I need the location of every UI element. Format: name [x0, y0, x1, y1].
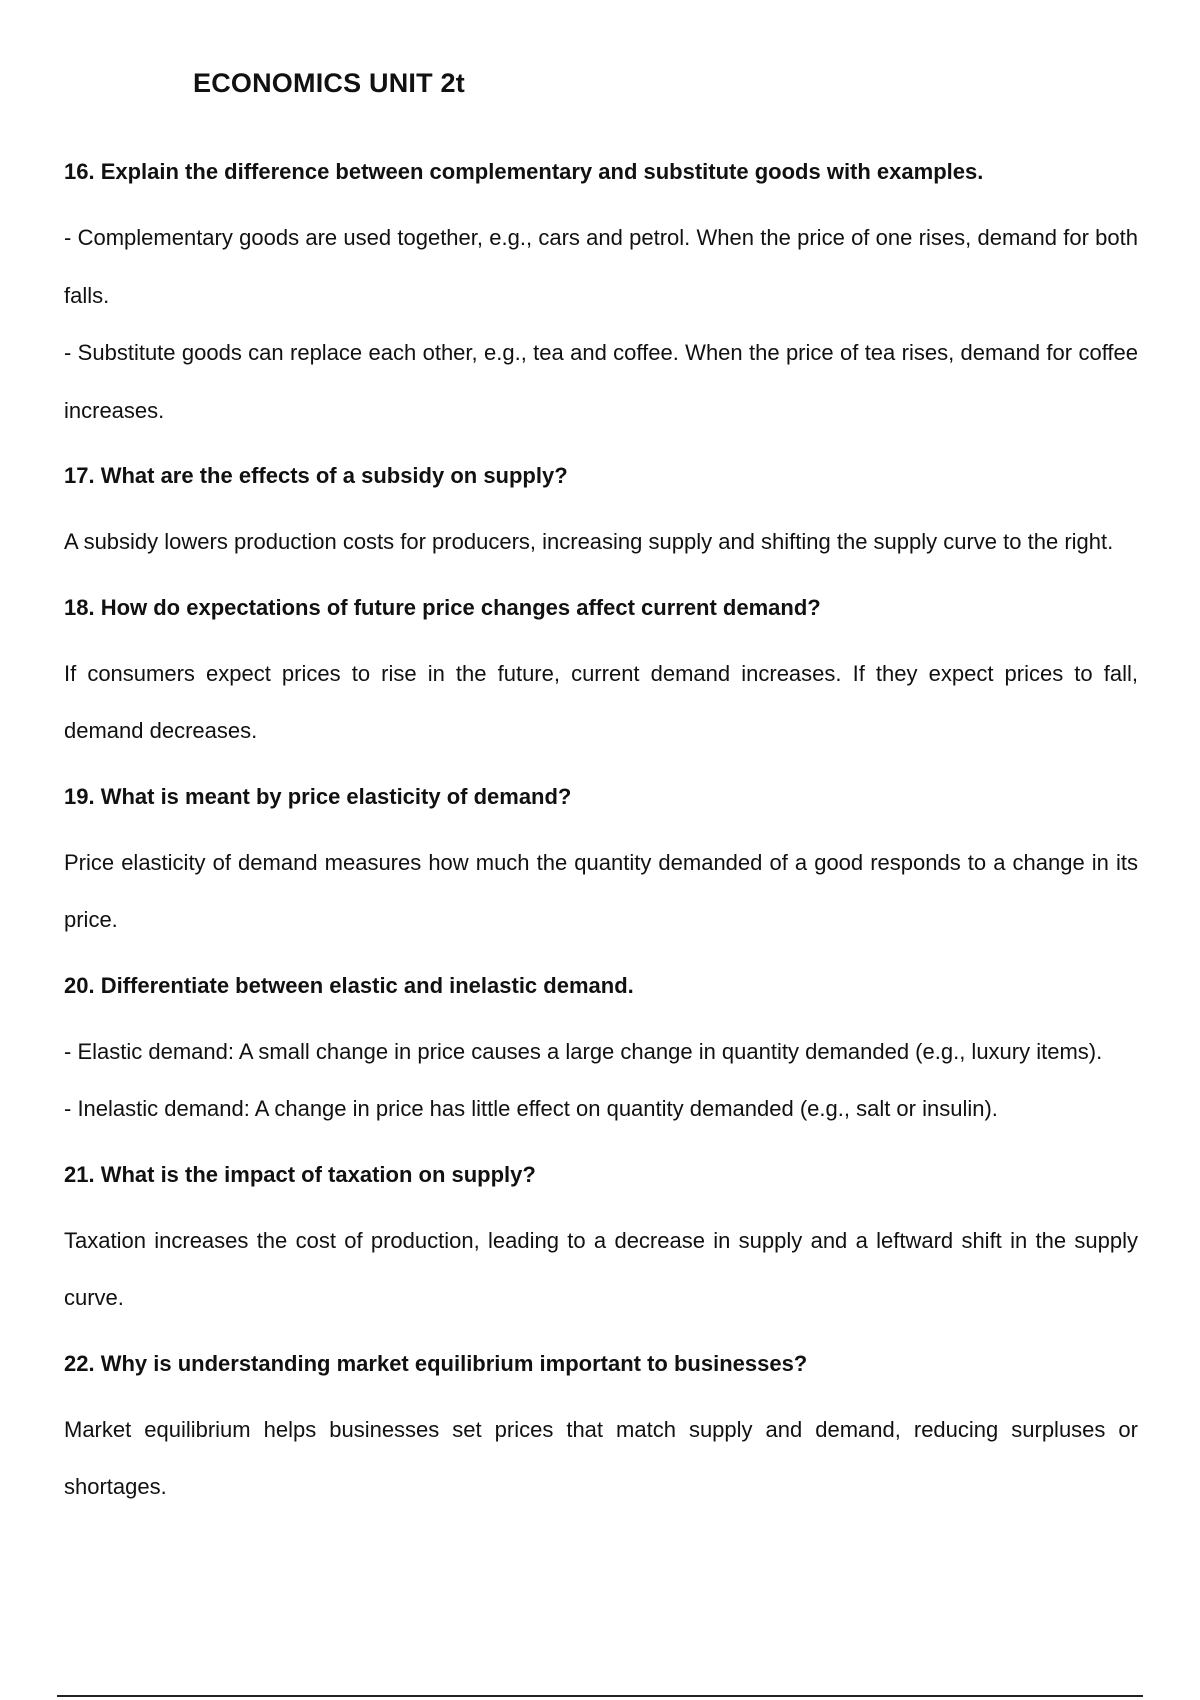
- qa-content: [64, 152, 1138, 1516]
- qa-section-17: [64, 456, 1138, 571]
- qa-section-19: [64, 777, 1138, 949]
- qa-section-22: [64, 1344, 1138, 1516]
- answer-18: If consumers expect prices to rise in the future, current demand increases. If they expect prices to fall, demand decreases.: [64, 660, 1138, 743]
- answer-16-complementary: - Complementary goods are used together, e.g., cars and petrol. When the price of one rises, demand for both falls.: [64, 225, 1138, 308]
- qa-section-21: [64, 1155, 1138, 1327]
- question-22: 22. Why is understanding market equilibrium important to businesses?: [64, 1350, 808, 1376]
- answer-19: Price elasticity of demand measures how much the quantity demanded of a good responds to a change in its price.: [64, 849, 1138, 932]
- footer-divider: [57, 1695, 1143, 1697]
- answer-16-substitute: - Substitute goods can replace each other, e.g., tea and coffee. When the price of tea rises, demand for coffee increases.: [64, 340, 1138, 423]
- answer-20-inelastic: - Inelastic demand: A change in price has little effect on quantity demanded (e.g., salt or insulin).: [64, 1096, 998, 1121]
- answer-17: A subsidy lowers production costs for producers, increasing supply and shifting the supply curve to the right.: [64, 529, 1114, 554]
- question-16: 16. Explain the difference between complementary and substitute goods with examples.: [64, 159, 984, 184]
- question-20: 20. Differentiate between elastic and inelastic demand.: [64, 972, 634, 998]
- qa-section-18: [64, 588, 1138, 760]
- answer-22: Market equilibrium helps businesses set prices that match supply and demand, reducing surpluses or shortages.: [64, 1416, 1138, 1499]
- question-21: 21. What is the impact of taxation on supply?: [64, 1161, 536, 1187]
- answer-21: Taxation increases the cost of production, leading to a decrease in supply and a leftward shift in the supply curve.: [64, 1227, 1138, 1310]
- qa-section-20: [64, 966, 1138, 1138]
- qa-section-16: [64, 152, 1138, 439]
- answer-20-elastic: - Elastic demand: A small change in price causes a large change in quantity demanded (e.g., luxury items).: [64, 1038, 1103, 1064]
- question-17: 17. What are the effects of a subsidy on supply?: [64, 463, 568, 488]
- page-title: ECONOMICS UNIT 2t: [193, 68, 465, 98]
- question-19: 19. What is meant by price elasticity of demand?: [64, 783, 572, 809]
- question-18: 18. How do expectations of future price changes affect current demand?: [64, 594, 821, 620]
